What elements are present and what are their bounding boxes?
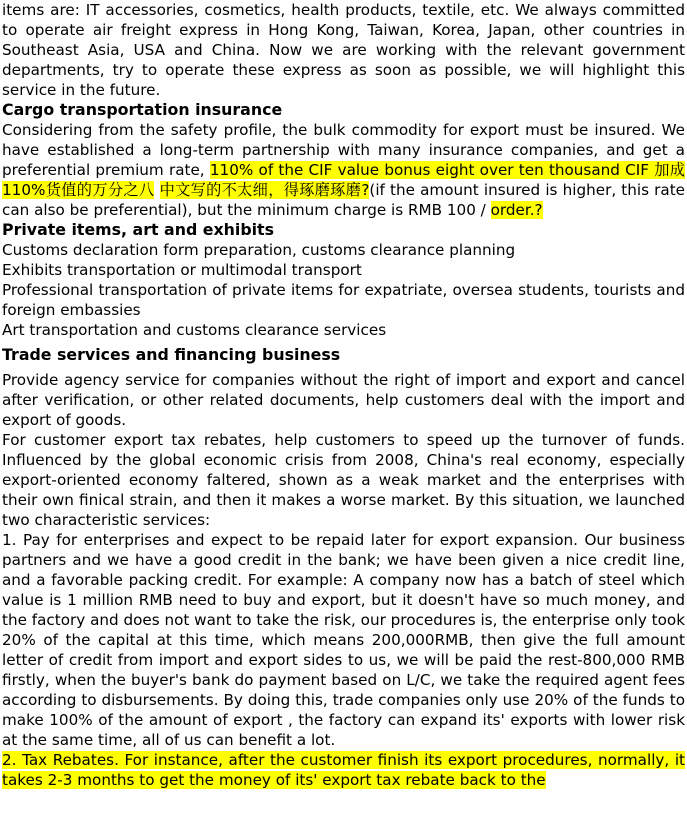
trade-paragraph-3: 1. Pay for enterprises and expect to be repaid later for export expansion. Our business partners and we have a good credit in the bank; we have been given a nice credit line, and a favorable packing credit. For example: A company now has a batch of steel which value is 1 million RMB need to buy and export, but it doesn't have so much money, and the factory and does not want to take the risk, our procedures is, the enterprise only took 20% of the capital at this time, which means 200,000RMB, then give the full amount letter of credit from import and export sides to us, we will be paid the rest-800,000 RMB firstly, when the buyer's bank do payment based on L/C, we take the required agent fees according to disbursements. By doing this, trade companies only use 20% of the funds to make 100% of the amount of export , the factory can expand its' exports with lower risk at the same time, all of us can benefit a lot. (2, 531, 685, 749)
trade-paragraph-1: Provide agency service for companies without the right of import and export and cancel after verification, or other related documents, help customers deal with the import and export of goods. (2, 371, 685, 429)
trade-paragraph-2: For customer export tax rebates, help customers to speed up the turnover of funds. Influenced by the global economic crisis from 2008, China's real economy, especially export-oriented economy faltered, shown as a weak market and the enterprises with their own finical strain, and then it makes a worse market. By this situation, we launched two characteristic services: (2, 431, 685, 529)
insurance-highlight-b: 中文写的不太细，得琢磨琢磨? (159, 181, 370, 199)
private-item: Exhibits transportation or multimodal transport (2, 261, 362, 279)
insurance-heading: Cargo transportation insurance (2, 100, 283, 119)
insurance-text-a: Considering from the safety profile, the bulk commodity for export must be insured. We have established a long-term partnership with many insurance companies, and get a preferential premium rate, (2, 121, 685, 179)
trade-paragraph-4 (2, 750, 685, 790)
intro-paragraph: items are: IT accessories, cosmetics, health products, textile, etc. We always committed to operate air freight express in Hong Kong, Taiwan, Korea, Japan, other countries in Southeast Asia, USA and China. Now we are working with the relevant government departments, try to operate these express as soon as possible, we will highlight this service in the future. (2, 1, 685, 99)
insurance-highlight-c: order.? (490, 201, 543, 219)
insurance-highlight-a: 110% of the CIF value bonus eight over ten thousand CIF 加成 110%货值的万分之八 (2, 161, 685, 199)
insurance-text-c: (if the amount insured is higher, this rate can also be preferential), but the minimum charge is RMB 100 / (2, 181, 686, 219)
private-heading: Private items, art and exhibits (2, 220, 275, 239)
insurance-text-b (154, 181, 159, 199)
trade-highlight-4: 2. Tax Rebates. For instance, after the customer finish its export procedures, normally, it takes 2-3 months to get the money of its' export tax rebate back to the (2, 751, 685, 789)
private-item: Professional transportation of private items for expatriate, oversea students, tourists and foreign embassies (2, 281, 685, 319)
private-item: Customs declaration form preparation, customs clearance planning (2, 241, 516, 259)
insurance-paragraph (2, 120, 685, 220)
private-item: Art transportation and customs clearance services (2, 321, 387, 339)
trade-heading: Trade services and financing business (2, 345, 341, 364)
